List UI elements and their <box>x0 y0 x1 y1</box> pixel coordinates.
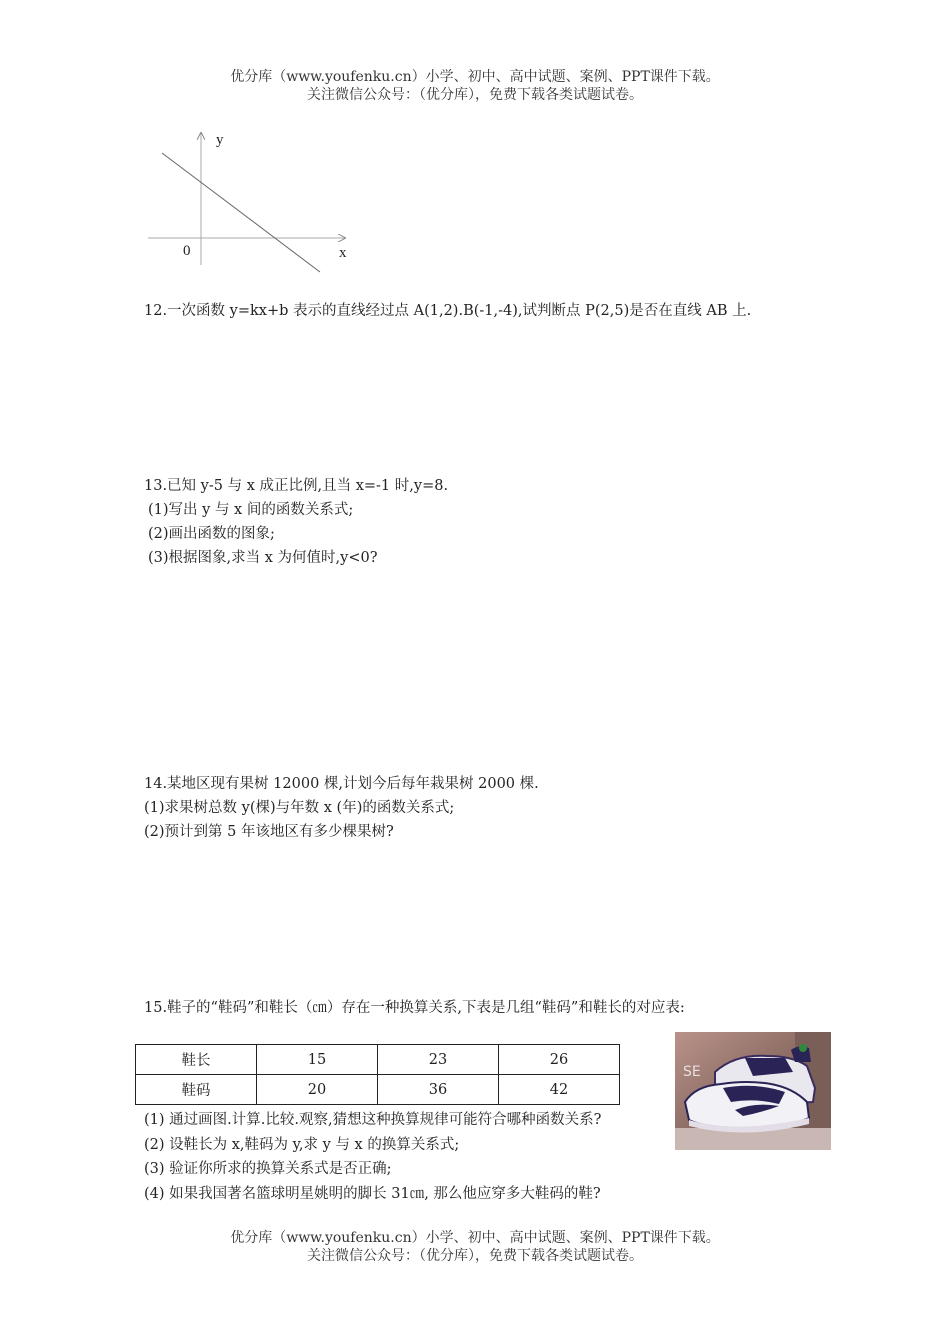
table-cell: 鞋长 <box>136 1045 257 1075</box>
question-13-part-3: (3)根据图象,求当 x 为何值时,y<0? <box>148 550 378 566</box>
header-line-1: 优分库（www.youfenku.cn）小学、初中、高中试题、案例、PPT课件下载。 <box>230 69 720 85</box>
question-15-part-3: (3) 验证你所求的换算关系式是否正确; <box>144 1161 392 1177</box>
question-13-part-2: (2)画出函数的图象; <box>148 526 275 542</box>
table-cell: 23 <box>378 1045 499 1075</box>
table-cell: 36 <box>378 1075 499 1105</box>
y-axis-label: y <box>216 132 224 148</box>
table-row <box>136 1075 620 1105</box>
x-axis-label: x <box>339 245 347 261</box>
question-15-parts <box>144 1108 601 1206</box>
question-13-stem: 13.已知 y-5 与 x 成正比例,且当 x=-1 时,y=8. <box>144 478 449 494</box>
line-graph <box>140 125 360 275</box>
origin-label: 0 <box>183 243 191 259</box>
table-cell: 42 <box>499 1075 620 1105</box>
question-14-stem: 14.某地区现有果树 12000 棵,计划今后每年栽果树 2000 棵. <box>144 776 539 792</box>
question-15-part-1: (1) 通过画图.计算.比较.观察,猜想这种换算规律可能符合哪种函数关系? <box>144 1112 602 1128</box>
footer-line-2: 关注微信公众号：（优分库），免费下载各类试题试卷。 <box>307 1248 643 1264</box>
page-footer <box>0 1229 950 1265</box>
table-cell: 20 <box>257 1075 378 1105</box>
page-header <box>0 68 950 104</box>
table-cell: 26 <box>499 1045 620 1075</box>
svg-text:SE: SE <box>683 1064 701 1080</box>
question-15-part-4: (4) 如果我国著名篮球明星姚明的脚长 31㎝, 那么他应穿多大鞋码的鞋? <box>144 1185 601 1202</box>
question-13-part-1: (1)写出 y 与 x 间的函数关系式; <box>148 502 354 518</box>
footer-line-1: 优分库（www.youfenku.cn）小学、初中、高中试题、案例、PPT课件下载。 <box>230 1230 720 1246</box>
question-14-part-2: (2)预计到第 5 年该地区有多少棵果树? <box>144 824 394 840</box>
header-line-2: 关注微信公众号：（优分库），免费下载各类试题试卷。 <box>307 87 643 103</box>
question-15-part-2: (2) 设鞋长为 x,鞋码为 y,求 y 与 x 的换算关系式; <box>144 1136 460 1153</box>
question-12 <box>144 299 751 323</box>
table-row <box>136 1045 620 1075</box>
question-15-stem: 15.鞋子的“鞋码”和鞋长（㎝）存在一种换算关系,下表是几组“鞋码”和鞋长的对应表: <box>144 1000 685 1016</box>
table-cell: 15 <box>257 1045 378 1075</box>
question-14-part-1: (1)求果树总数 y(棵)与年数 x (年)的函数关系式; <box>144 800 455 816</box>
question-14 <box>144 772 539 844</box>
question-13 <box>144 474 448 570</box>
table-cell: 鞋码 <box>136 1075 257 1105</box>
question-12-text: 12.一次函数 y=kx+b 表示的直线经过点 A(1,2).B(-1,-4),试判断点 P(2,5)是否在直线 AB 上. <box>144 303 752 319</box>
sneaker-photo <box>675 1032 831 1150</box>
shoe-size-table <box>135 1044 620 1105</box>
